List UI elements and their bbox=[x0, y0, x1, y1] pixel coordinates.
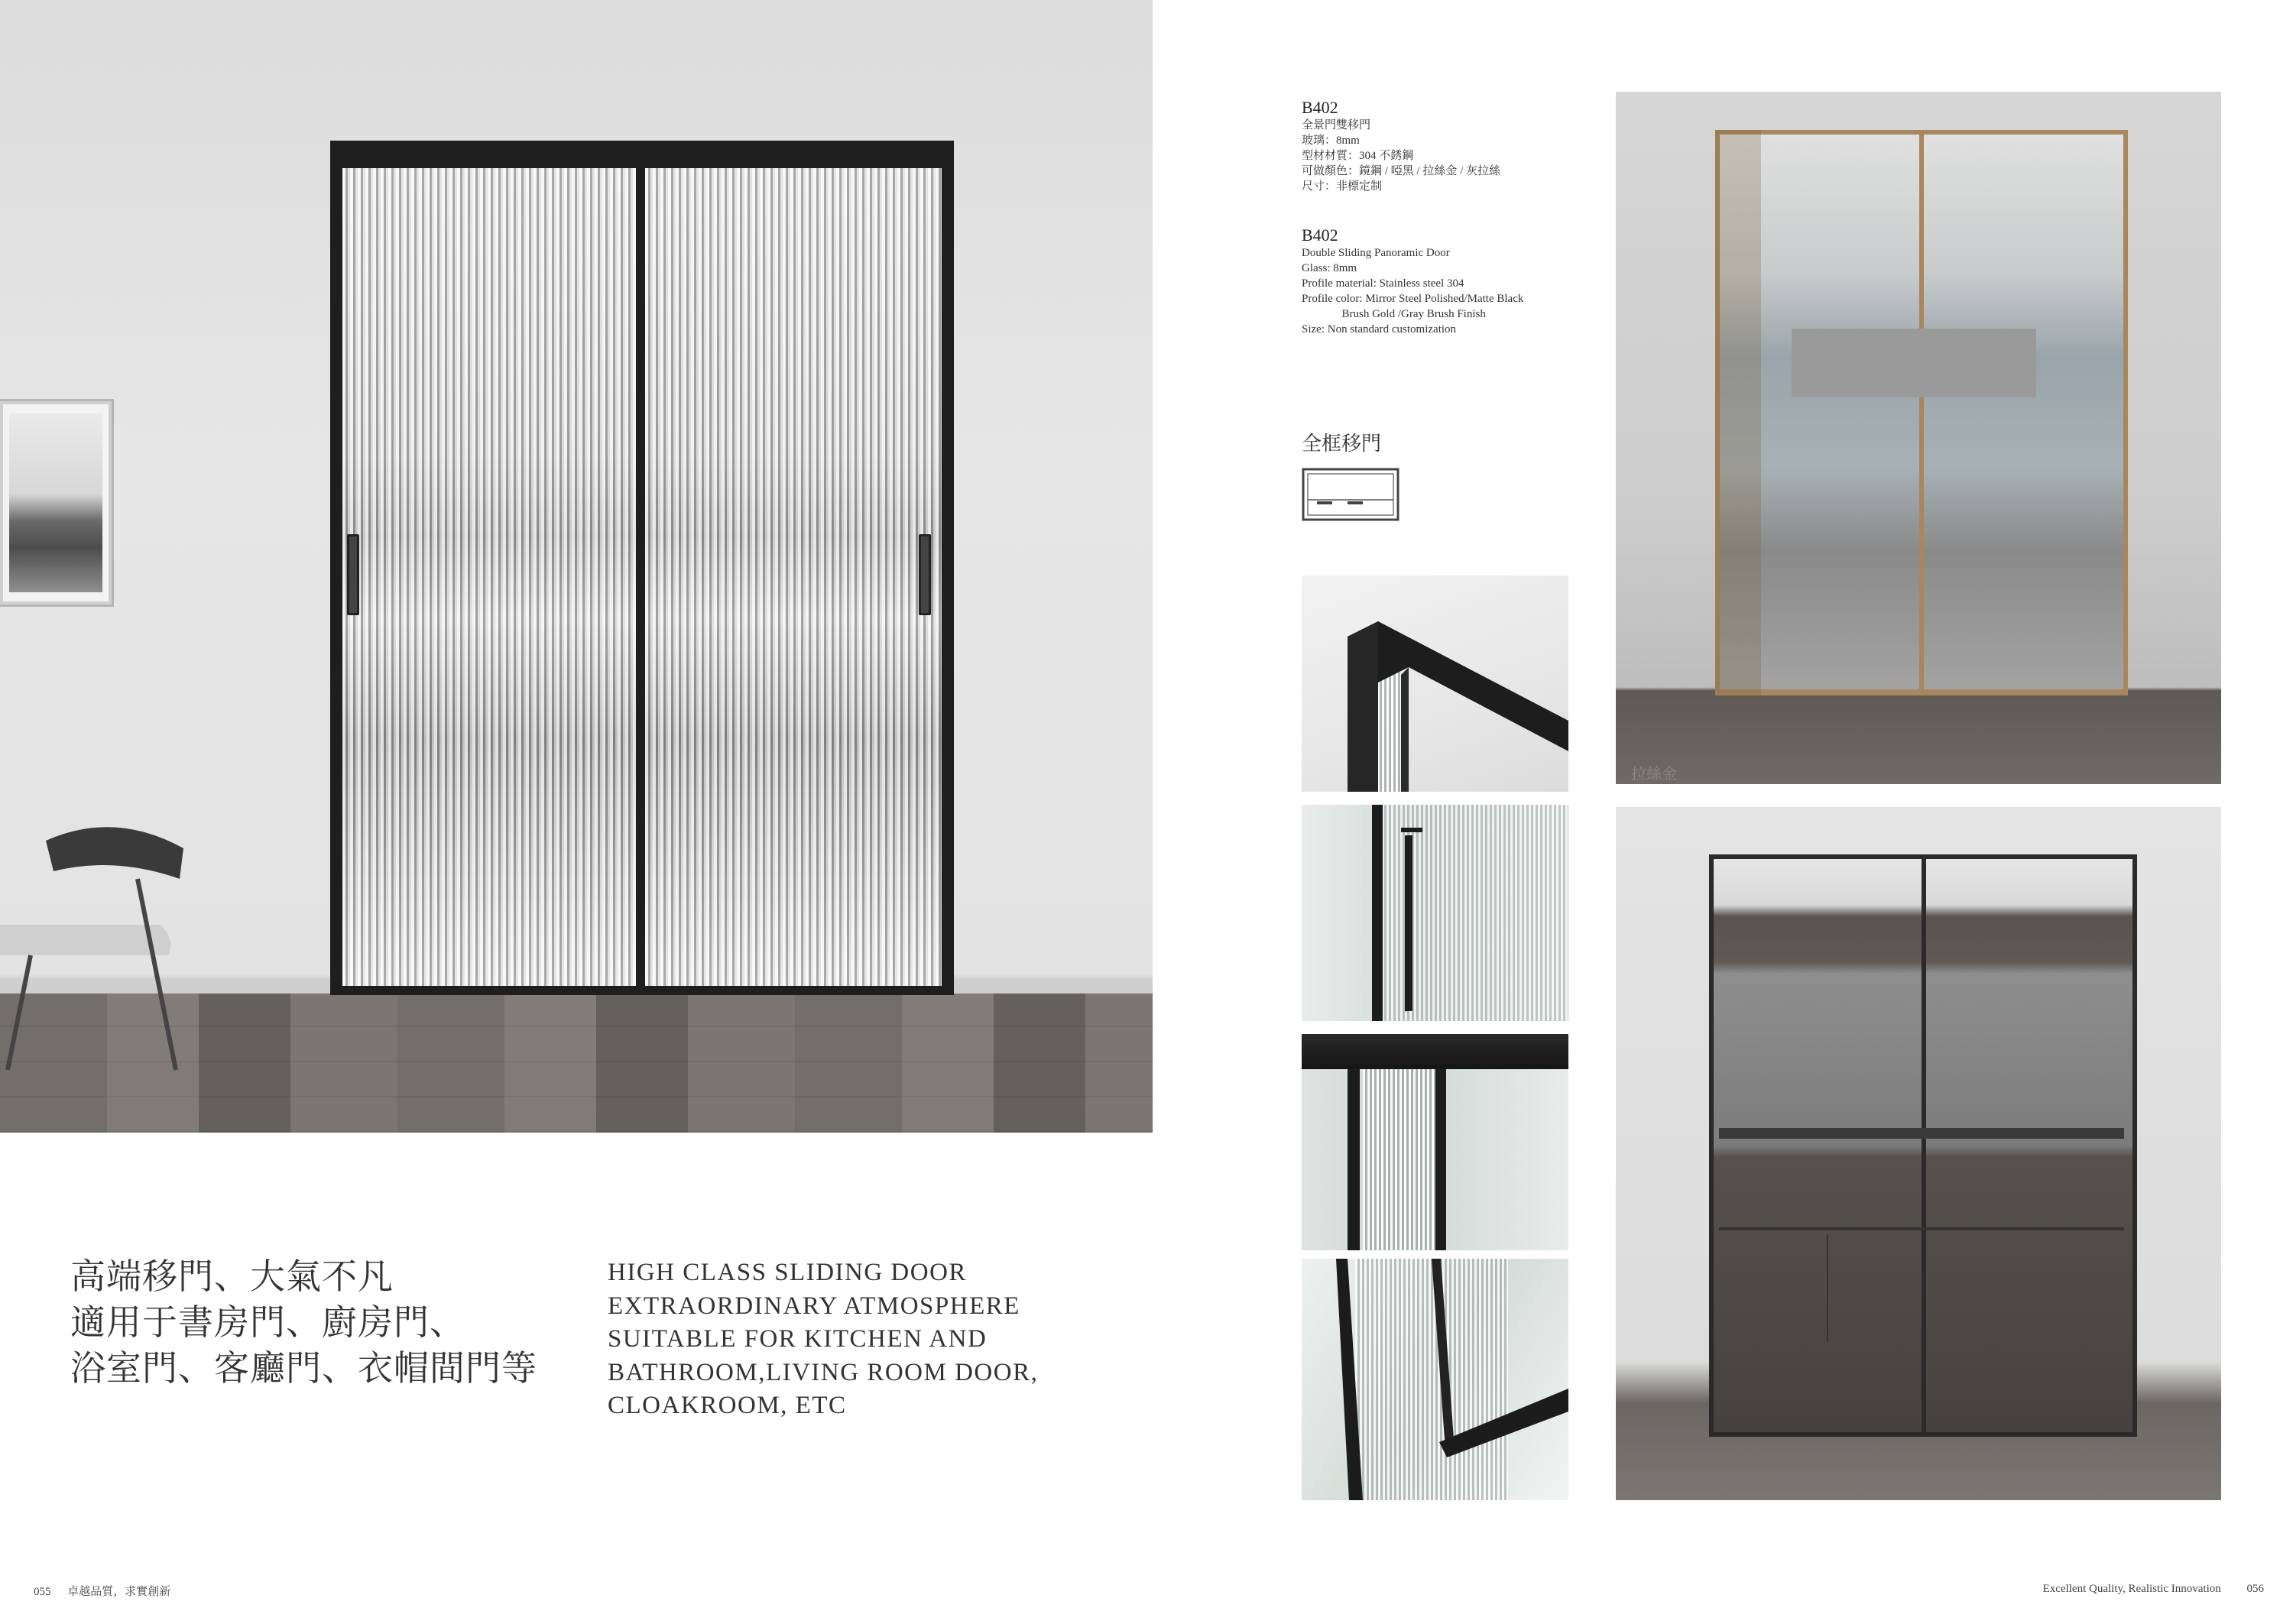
model-number: B402 bbox=[1302, 225, 1338, 245]
detail-photo-corner bbox=[1302, 575, 1568, 792]
spec-line: 型材材質：304 不銹鋼 bbox=[1302, 150, 1414, 162]
frame-type-label: 全框移門 bbox=[1302, 433, 1382, 455]
detail-photo-top-track bbox=[1302, 1034, 1568, 1250]
spec-line: 玻璃：8mm bbox=[1302, 135, 1360, 147]
slogan-en-line: HIGH CLASS SLIDING DOOR bbox=[608, 1259, 967, 1286]
slogan-cn-line: 浴室門、客廳門、衣帽間門等 bbox=[70, 1347, 537, 1389]
spec-line: Double Sliding Panoramic Door bbox=[1302, 247, 1450, 259]
chair-illustration bbox=[0, 795, 191, 1078]
footer-left bbox=[34, 1583, 170, 1599]
detail-photo-bottom bbox=[1302, 1259, 1568, 1500]
room-photo-brush-gold bbox=[1616, 92, 2221, 784]
door-handle-right bbox=[919, 534, 931, 615]
page-number: 056 bbox=[2246, 1583, 2264, 1595]
room-photo-matte-black bbox=[1616, 807, 2221, 1500]
fluted-glass-panel-left bbox=[342, 168, 636, 986]
spec-line: Brush Gold /Gray Brush Finish bbox=[1302, 308, 1486, 320]
spec-en bbox=[1302, 225, 1523, 337]
footer-slogan-cn: 卓越品質，求實創新 bbox=[67, 1586, 171, 1598]
footer-right bbox=[2043, 1583, 2264, 1596]
sliding-door-black-frame bbox=[330, 141, 954, 995]
slogan-cn-line: 高端移門、大氣不凡 bbox=[70, 1256, 394, 1297]
slogan-en-line: EXTRAORDINARY ATMOSPHERE bbox=[608, 1292, 1020, 1320]
slogan-en bbox=[608, 1256, 1038, 1423]
wall-painting bbox=[0, 401, 112, 605]
slogan-cn-line: 適用于書房門、廚房門、 bbox=[70, 1301, 465, 1343]
slogan-en-line: BATHROOM,LIVING ROOM DOOR, bbox=[608, 1358, 1039, 1386]
spec-line: 尺寸：非標定制 bbox=[1302, 180, 1383, 193]
slogan-cn bbox=[70, 1253, 537, 1391]
detail-photo-handle bbox=[1302, 805, 1568, 1021]
spec-line: Profile color: Mirror Steel Polished/Matte Black bbox=[1302, 293, 1524, 305]
model-number: B402 bbox=[1302, 98, 1338, 117]
photo-caption: 拉絲金 bbox=[1631, 764, 1677, 783]
spec-line: 可做顏色：鏡鋼 / 啞黑 / 拉絲金 / 灰拉絲 bbox=[1302, 165, 1501, 177]
slogan-en-line: CLOAKROOM, ETC bbox=[608, 1392, 847, 1419]
frame-profile-icon bbox=[1302, 468, 1399, 523]
spec-line: Profile material: Stainless steel 304 bbox=[1302, 277, 1464, 290]
spec-line: 全景門雙移門 bbox=[1302, 119, 1371, 131]
spec-cn bbox=[1302, 98, 1500, 194]
page-number: 055 bbox=[34, 1586, 51, 1598]
fluted-glass-panel-right bbox=[645, 168, 942, 986]
slogan-en-line: SUITABLE FOR KITCHEN AND bbox=[608, 1325, 988, 1353]
door-handle-left bbox=[347, 534, 359, 615]
spec-line: Size: Non standard customization bbox=[1302, 323, 1457, 335]
hero-room-photo bbox=[0, 0, 1153, 1133]
footer-slogan-en: Excellent Quality, Realistic Innovation bbox=[2042, 1583, 2221, 1595]
spec-line: Glass: 8mm bbox=[1302, 262, 1357, 274]
